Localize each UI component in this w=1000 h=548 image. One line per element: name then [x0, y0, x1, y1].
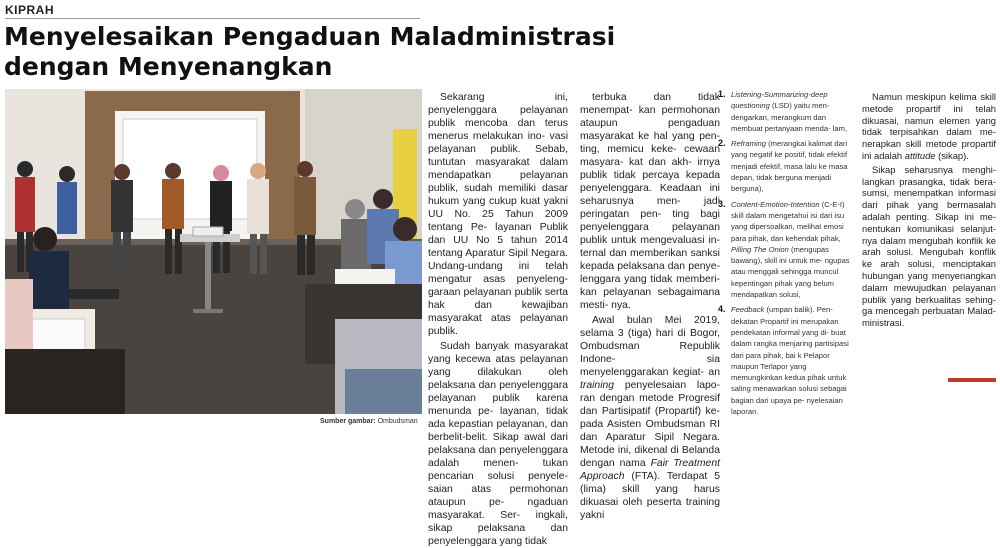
- photo-credit-label: Sumber gambar:: [320, 418, 376, 425]
- column-2-paragraph-2: [580, 314, 720, 522]
- skill-subtitle: Pilling The Onion: [731, 244, 789, 254]
- skill-title: Listening-Summarizing-deep questioning: [731, 90, 828, 111]
- skills-list-column: [718, 89, 850, 421]
- article-headline: [4, 22, 624, 82]
- column-2-p2-start: Awal bulan Mei 2019, selama 3 (tiga) hari di Bogor, Ombudsman Republik Indone- sia menyelenggarakan kegiat- an: [580, 315, 720, 378]
- headline-line-1: Menyelesaikan Pengaduan Maladministrasi: [4, 22, 616, 51]
- skill-title: Content-Emotion-Intention: [731, 199, 820, 209]
- list-item: [718, 138, 850, 194]
- skill-description: (merangkai kalimat dari yang negatif ke positif, tidak efektif menjadi efektif, masa lalu ke masa depan, tidak berguna menjadi berguna),: [731, 139, 848, 194]
- training-session-photo: [5, 89, 422, 414]
- skill-description: (LSD) yaitu men- dengarkan, merangkum dan membuat pertanyaan menda- lam,: [731, 101, 848, 133]
- skill-description: (C-E-I) skill dalam mengetahui isi dari isu yang dipersoalkan, melihat emosi para pihak, dan kehendak pihak,: [731, 199, 845, 243]
- skill-title: Reframing: [731, 139, 767, 149]
- column-2-p2-end: (FTA). Terdapat 5 (lima) skill yang harus dikuasai oleh peserta training yakni: [580, 471, 720, 521]
- list-item: [718, 199, 850, 301]
- headline-line-2: dengan Menyenangkan: [4, 52, 333, 81]
- skill-description-cont: (mengupas bawang), skill ini untuk me- ngupas atau menggali sehingga muncul kepentingan pihak yang belum mendapatkan solusi,: [731, 244, 850, 300]
- article-end-mark: [948, 378, 996, 382]
- skill-title: Feedback: [731, 305, 765, 315]
- term-fair-treatment-approach: Fair Treatment Approach: [580, 458, 720, 482]
- column-1-paragraph-2: Sudah banyak masyarakat yang kecewa atas pelayanan yang dilakukan oleh pelaksana dan penyelenggara pelayanan publik karena menunda pe- layanan, tidak ada kepastian pelayanan, dan berbelit-belit. Sikap awal dari pelaksana dan penyelenggara adalah menen- tukan pencarian solusi penyele- saian atas permohonan ataupun pe- ngaduan masyarakat. Ser- ingkali, sikap pelaksana dan penyelenggara yang tidak: [428, 341, 568, 547]
- column-4-p1-start: Namun meskipun kelima skill metode propartif ini telah dikuasai, namun elemen yang tidak terpisahkan dalam me- nerapkan skill metode propartif ini adalah: [862, 91, 996, 161]
- term-training: training: [580, 380, 615, 391]
- article-column-1: [428, 91, 568, 547]
- list-item-number: 3.: [718, 198, 726, 209]
- article-column-2: [580, 91, 720, 521]
- term-attitude: attitude: [904, 149, 936, 161]
- column-4-paragraph-1: [862, 91, 996, 162]
- article-column-4: [862, 91, 996, 331]
- photo-credit-source: Ombudsman: [377, 418, 418, 425]
- column-4-paragraph-2: Sikap seharusnya menghi- langkan prasangka, tidak bera- sumsi, menempatkan informasi dari pihak yang bermasalah adalah penting. Sikap ini me- nentukan komunikasi selanjut- nya dalam mengubah konflik ke arah solusi. Mengubah konflik ke arah solusi, menciptakan hubungan yang menyenangkan dalam mewujudkan pelayanan publik yang berkualitas sehing- ga mencegah perbuatan Malad- ministrasi.: [862, 163, 996, 329]
- column-2-paragraph-1: terbuka dan tidak menempat- kan permohonan ataupun pengaduan masyarakat ke hal yang pen- ting, memicu keke- cewaan masyara- kat dan akh- irnya publik tidak percaya kepada penyelenggara. Keadaan ini seharusnya men- jadi peringatan pen- ting bagi penyelenggara pelayanan publik untuk mengevaluasi in- ternal dan memberikan sanksi kepada pelaksana dan penye- lenggara yang tidak memberi- kan pelayanan sebagaimana mesti- nya.: [580, 92, 720, 311]
- rubric-divider: [5, 18, 420, 19]
- section-rubric: KIPRAH: [5, 3, 55, 17]
- skill-description: (umpan balik). Pen- dekatan Propartif ini merupakan pendekatan informal yang di- buat dalam rangka menjaring partisipasi dari para pihak, bai k Pelapor maupun Terlapor yang memungkinkan kedua pihak untuk saling menawarkan solusi sebagai bagian dari upaya pe- nyelesaian laporan.: [731, 305, 849, 417]
- list-item: [718, 89, 850, 134]
- photo-credit: [320, 418, 418, 425]
- skills-list: [718, 89, 850, 417]
- column-4-p1-end: (sikap).: [935, 149, 969, 161]
- list-item-number: 1.: [718, 89, 726, 99]
- list-item-number: 4.: [718, 304, 726, 315]
- column-2-p2-mid: penyelesaian lapo- ran dengan metode Progresif dan Partisipatif (Propartif) ke- pada Asisten Ombudsman RI dan Aparatur Sipil Negara. Metode ini, dikenal di Belanda dengan nama: [580, 380, 720, 469]
- column-1-paragraph-1: Sekarang ini, penyelenggara pelayanan publik mencoba dan terus menerus melakukan ino- vasi pelayanan publik. Sebab, tuntutan masyarakat dalam mendapatkan pelayanan publik, sudah memiliki dasar hukum yang cukup kuat yakni UU No. 25 Tahun 2009 tentang Pe- layanan Publik dan UU No 5 tahun 2014 tentang Aparatur Sipil Negara. Undang-undang ini telah mengatur asas penyeleng- garaan pelayanan publik serta hak dan kewajiban masyarakat atas pelayanan publik.: [428, 92, 568, 337]
- list-item-number: 2.: [718, 138, 726, 149]
- list-item: [718, 304, 850, 417]
- article-photo: [5, 89, 422, 414]
